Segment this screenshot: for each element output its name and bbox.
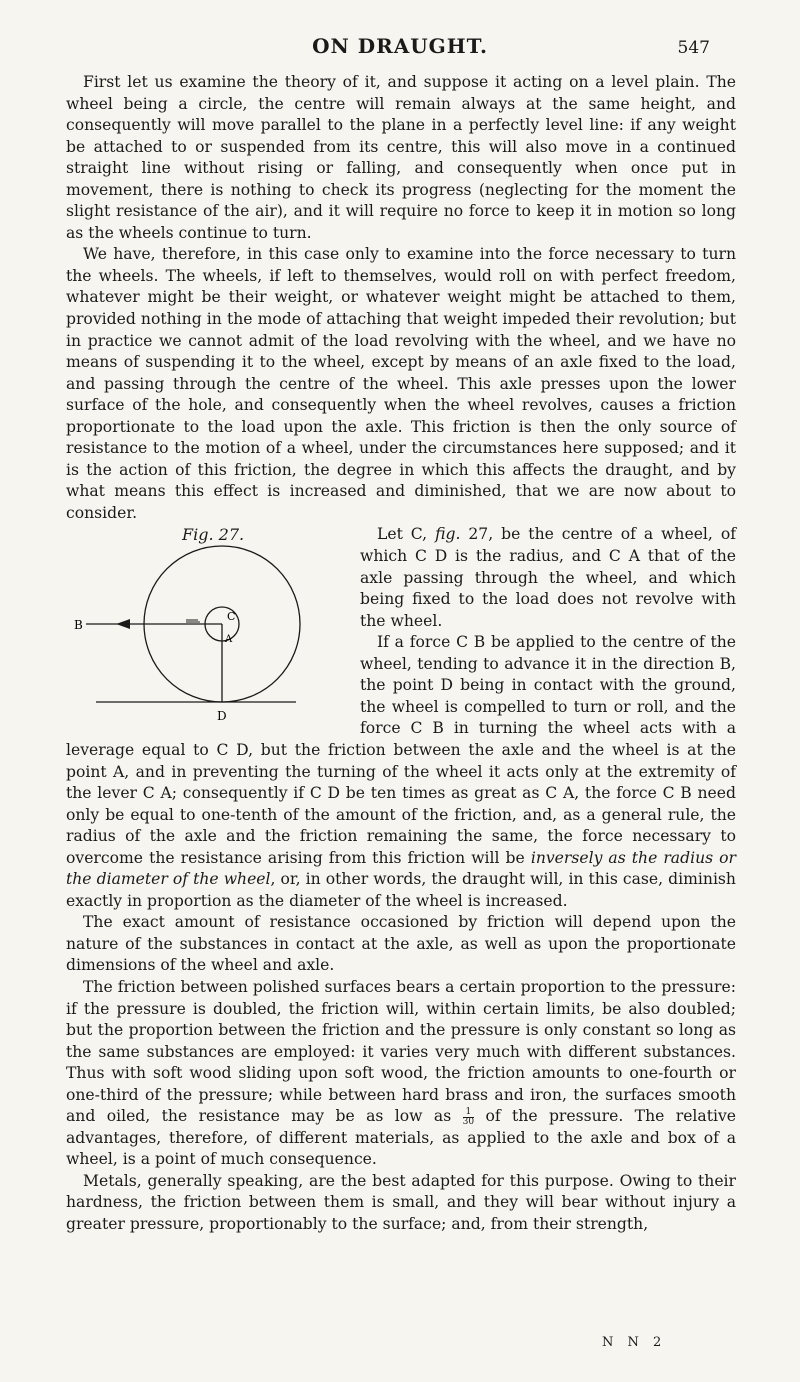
page-header — [0, 34, 800, 64]
label-d: D — [217, 709, 227, 724]
paragraph: Metals, generally speaking, are the best adapted for this purpose. Owing to their hardness, the friction between them is small, and they will bear without injury a greater pressure, proportionably to the surface; and, from their strength, — [66, 1171, 736, 1233]
paragraph: Let C, fig. 27, be the centre of a wheel, of which C D is the radius, and C A that of the axle passing through the wheel, and which being fixed to the load does not revolve with the wheel. — [360, 525, 736, 630]
paragraph: The exact amount of resistance occasioned by friction will depend upon the nature of the substances in contact at the axle, as well as upon the proportionate dimensions of the wheel and axle. — [66, 913, 736, 975]
paragraph: The friction between polished surfaces bears a certain proportion to the pressure: if the pressure is doubled, the friction will, within certain limits, be also doubled; but the proportion between the friction and the pressure is only constant so long as the same substances are employed: it varies very much with different substances. Thus with soft wood sliding upon soft wood, the friction amounts to one-fourth or one-third of the pressure; while between hard brass and iron, the surfaces smooth and oiled, the resistance may be as low as $\frac{1}{30}$ of the pressure. The relative advantages, therefore, of different materials, as applied to the axle and box of a wheel, is a point of much consequence. — [66, 977, 737, 1169]
paragraph: We have, therefore, in this case only to examine into the force necessary to turn the wheels. The wheels, if left to themselves, would roll on with perfect freedom, whatever might be their weight, or whatever weight might be attached to them, provided nothing in the mode of attaching that weight impeded their revolution; but in practice we cannot admit of the load revolving with the wheel, and we have no means of suspending it to the wheel, except by means of an axle fixed to the load, and passing through the centre of the wheel. This axle presses upon the lower surface of the hole, and consequently when the wheel revolves, causes a friction proportionate to the load upon the axle. This friction is then the only source of resistance to the motion of a wheel, under the circumstances here supposed; and it is the action of this friction, the degree in which this affects the draught, and by what means this effect is increased and diminished, that we are now about to consider. — [66, 245, 736, 522]
paragraph: First let us examine the theory of it, and suppose it acting on a level plain. The wheel being a circle, the centre will remain always at the same height, and consequently will move parallel to the plane in a perfectly level line: if any weight be attached to or suspended from its centre, this will also move in a continued straight line without rising or falling, and consequently when once put in movement, there is nothing to check its progress (neglecting for the moment the slight resistance of the air), and it will require no force to keep it in motion so long as the wheels continue to turn. — [66, 73, 736, 242]
label-b: B — [74, 618, 83, 633]
label-c: C — [227, 610, 236, 624]
figure-caption: Fig. 27. — [182, 525, 245, 545]
fraction: $\frac{1}{30}$ — [462, 1106, 475, 1127]
label-a: A — [225, 634, 233, 646]
figure-27 — [44, 524, 354, 726]
running-title: ON DRAUGHT. — [312, 34, 488, 58]
page-number: 547 — [677, 38, 710, 58]
wheel-diagram — [44, 542, 354, 726]
paragraph: If a force C B be applied to the centre of the wheel, tending to advance it in the direction B, the point D being in contact with the ground, the wheel is compelled to turn or roll, and the force C B in turning the wheel acts with a leverage equal to C D, but the friction between the axle and the wheel is at the point A, and in preventing the turning of the wheel it acts only at the extremity of the lever C A; consequently if C D be ten times as great as C A, the force C B need only be equal to one-tenth of the amount of the friction, and, as a general rule, the radius of the axle and the friction remaining the same, the force necessary to overcome the resistance arising from this friction will be inversely as the radius or the diameter of the wheel, or, in other words, the draught will, in this case, diminish exactly in proportion as the diameter of the wheel is increased. — [66, 633, 737, 910]
signature-mark: N N 2 — [602, 1335, 667, 1350]
body-text — [66, 72, 736, 1236]
force-arrowhead — [116, 619, 130, 629]
